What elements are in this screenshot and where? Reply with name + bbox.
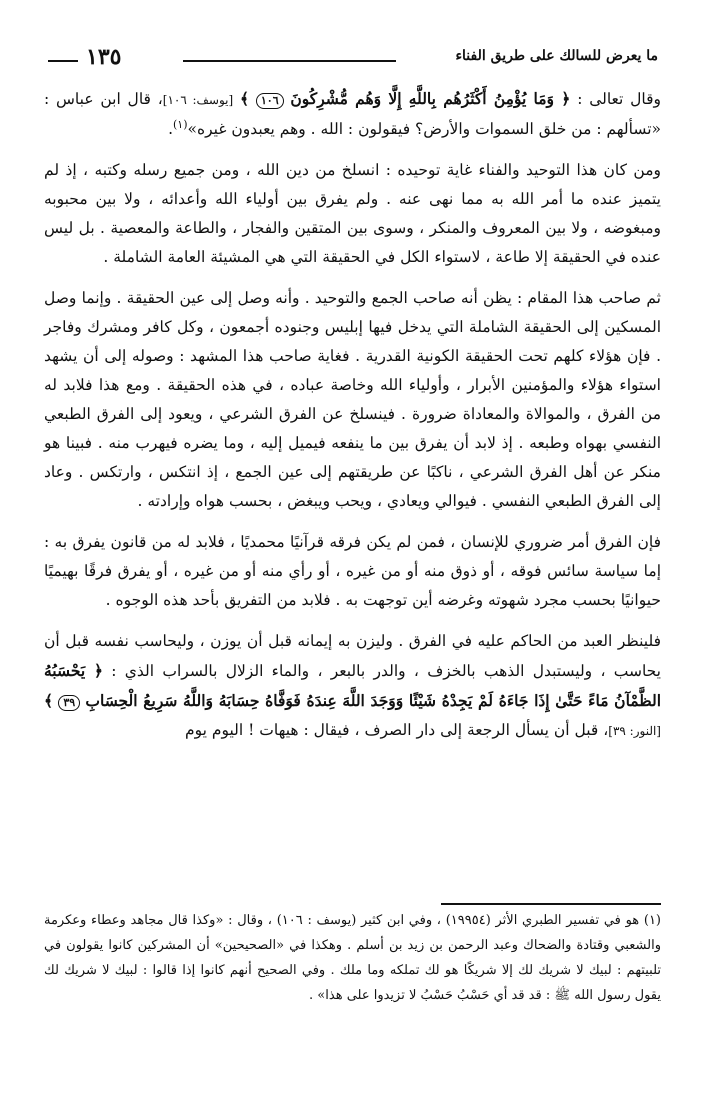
paragraph-3: ثم صاحب هذا المقام : يظن أنه صاحب الجمع والتوحيد . وأنه وصل إلى عين الحقيقة . وإنما وصل المسكين إلى الحقيقة الشاملة التي يدخل فيها إبليس وجنوده أجمعون ، وكل كافر ومشرك وفاجر . فإن هؤلاء كلهم تحت الحقيقة الكونية القدرية . فغاية صاحب هذا المشهد : وصوله إلى أن يشهد استواء هؤلاء والمؤمنين الأبرار ، وأولياء الله وخاصة عباده ، في هذه الحقيقة . ومع هذا فلابد له من الفرق ، والموالاة والمعاداة ضرورة . فينسلخ عن الفرق الشرعي ، ويعود إلى الفرق الطبعي النفسي بهواه وطبعه . إذ لابد أن يفرق بين ما ينفعه فيميل إليه ، وما يضره فيهرب منه . فبينا هو منكر عن أهل الفرق الشرعي ، ناكبًا عن طريقتهم إلى عين الجمع ، إذ انتكس ، وارتكس . وعاد إلى الفرق الطبعي النفسي . فيوالي ويعادي ، ويحب ويبغض ، بحسب هواه وإرادته . (44, 289, 661, 510)
verse-close-bracket: ﴾ (240, 89, 250, 108)
page-header (48, 40, 658, 80)
footnote-separator (441, 903, 661, 905)
footnote-marker: (١) (173, 117, 188, 131)
running-title: ما يعرض للسالك على طريق الفناء (455, 48, 658, 64)
page-number: ١٣٥ (86, 44, 122, 70)
verse-reference: [يوسف: ١٠٦] (162, 93, 234, 107)
verse-number-badge: ١٠٦ (256, 93, 284, 109)
paragraph-1 (44, 84, 661, 144)
quran-verse-yusuf-106: ﴿ وَمَا يُؤْمِنُ أَكْثَرُهُم بِاللَّهِ إِلَّا وَهُم مُّشْرِكُونَ (290, 89, 571, 108)
verse-close-bracket: ﴾ (44, 691, 54, 710)
page-body (44, 84, 661, 758)
paragraph-1-text: ، قال ابن عباس : «تسألهم : من خلق السموات والأرض؟ فيقولون : الله . وهم يعبدون غيره» (44, 90, 661, 138)
paragraph-4: فإن الفرق أمر ضروري للإنسان ، فمن لم يكن فرقه قرآنيًا محمديًا ، فلابد له من قانون يفرق به : إما سياسة سائس فوقه ، أو ذوق منه أو من غيره ، أو رأي منه أو من غيره ، أو يفرق فرقًا بهيميًا حيوانيًا بحسب مجرد شهوته وغرضه أين توجهت به . فلابد من التفريق بأحد هذه الوجوه . (44, 533, 661, 609)
verse-reference: [النور: ٣٩] (608, 724, 661, 738)
paragraph-1-intro: وقال تعالى : (577, 90, 662, 108)
quran-verse-nur-39: ﴿ يَحْسَبُهُ الظَّمْآنُ مَاءً حَتَّىٰ إِذَا جَاءَهُ لَمْ يَجِدْهُ شَيْئًا وَوَجَدَ اللَّهَ عِندَهُ فَوَفَّاهُ حِسَابَهُ وَاللَّهُ سَرِيعُ الْحِسَابِ (44, 661, 661, 710)
footnote-section (44, 908, 661, 1008)
paragraph-2: ومن كان هذا التوحيد والفناء غاية توحيده : انسلخ من دين الله ، ومن جميع رسله وكتبه ، إذ لم يتميز عنده ما أمر الله به مما نهى عنه . ولم يفرق بين أولياء الله وأعدائه ، ولا بين محبوبه ومبغوضه ، ولا بين المعروف والمنكر ، وسوى بين المتقين والفجار ، والطاعة والمعصية . بل ليس عنده في الحقيقة إلا طاعة ، لاستواء الكل في الحقيقة التي هي المشيئة العامة الشاملة . (44, 161, 661, 266)
page-number-dash (48, 60, 78, 62)
paragraph-5 (44, 627, 661, 746)
footnote-1: (١) هو في تفسير الطبري الأثر (١٩٩٥٤) ، وفي ابن كثير (يوسف : ١٠٦) ، وقال : «وكذا قال مجاهد وعطاء وعكرمة والشعبي وقتادة والضحاك وعبد الرحمن بن زيد بن أسلم . وهكذا في «الصحيحين» أن المشركين كانوا يقولون في تلبيتهم : لبيك لا شريك لك إلا شريكًا هو لك تملكه وما ملك . وفي الصحيح أنهم كانوا إذا قالوا : لبيك لا شريك لك يقول رسول الله ﷺ : قد قد أي حَسْبُ حَسْبُ لا تزيدوا على هذا» . (44, 913, 661, 1003)
paragraph-5-text: فلينظر العبد من الحاكم عليه في الفرق . وليزن به إيمانه قبل أن يوزن ، وليحاسب نفسه قبل أن يحاسب ، وليستبدل الذهب بالخزف ، والدر بالبعر ، والماء الزلال بالسراب الذي : (44, 632, 661, 680)
header-rule (183, 60, 396, 62)
verse-number-badge: ٣٩ (58, 695, 80, 711)
paragraph-5-end: ، قبل أن يسأل الرجعة إلى دار الصرف ، فيقال : هيهات ! اليوم يوم (185, 721, 609, 739)
paragraph-1-end: . (168, 120, 173, 138)
